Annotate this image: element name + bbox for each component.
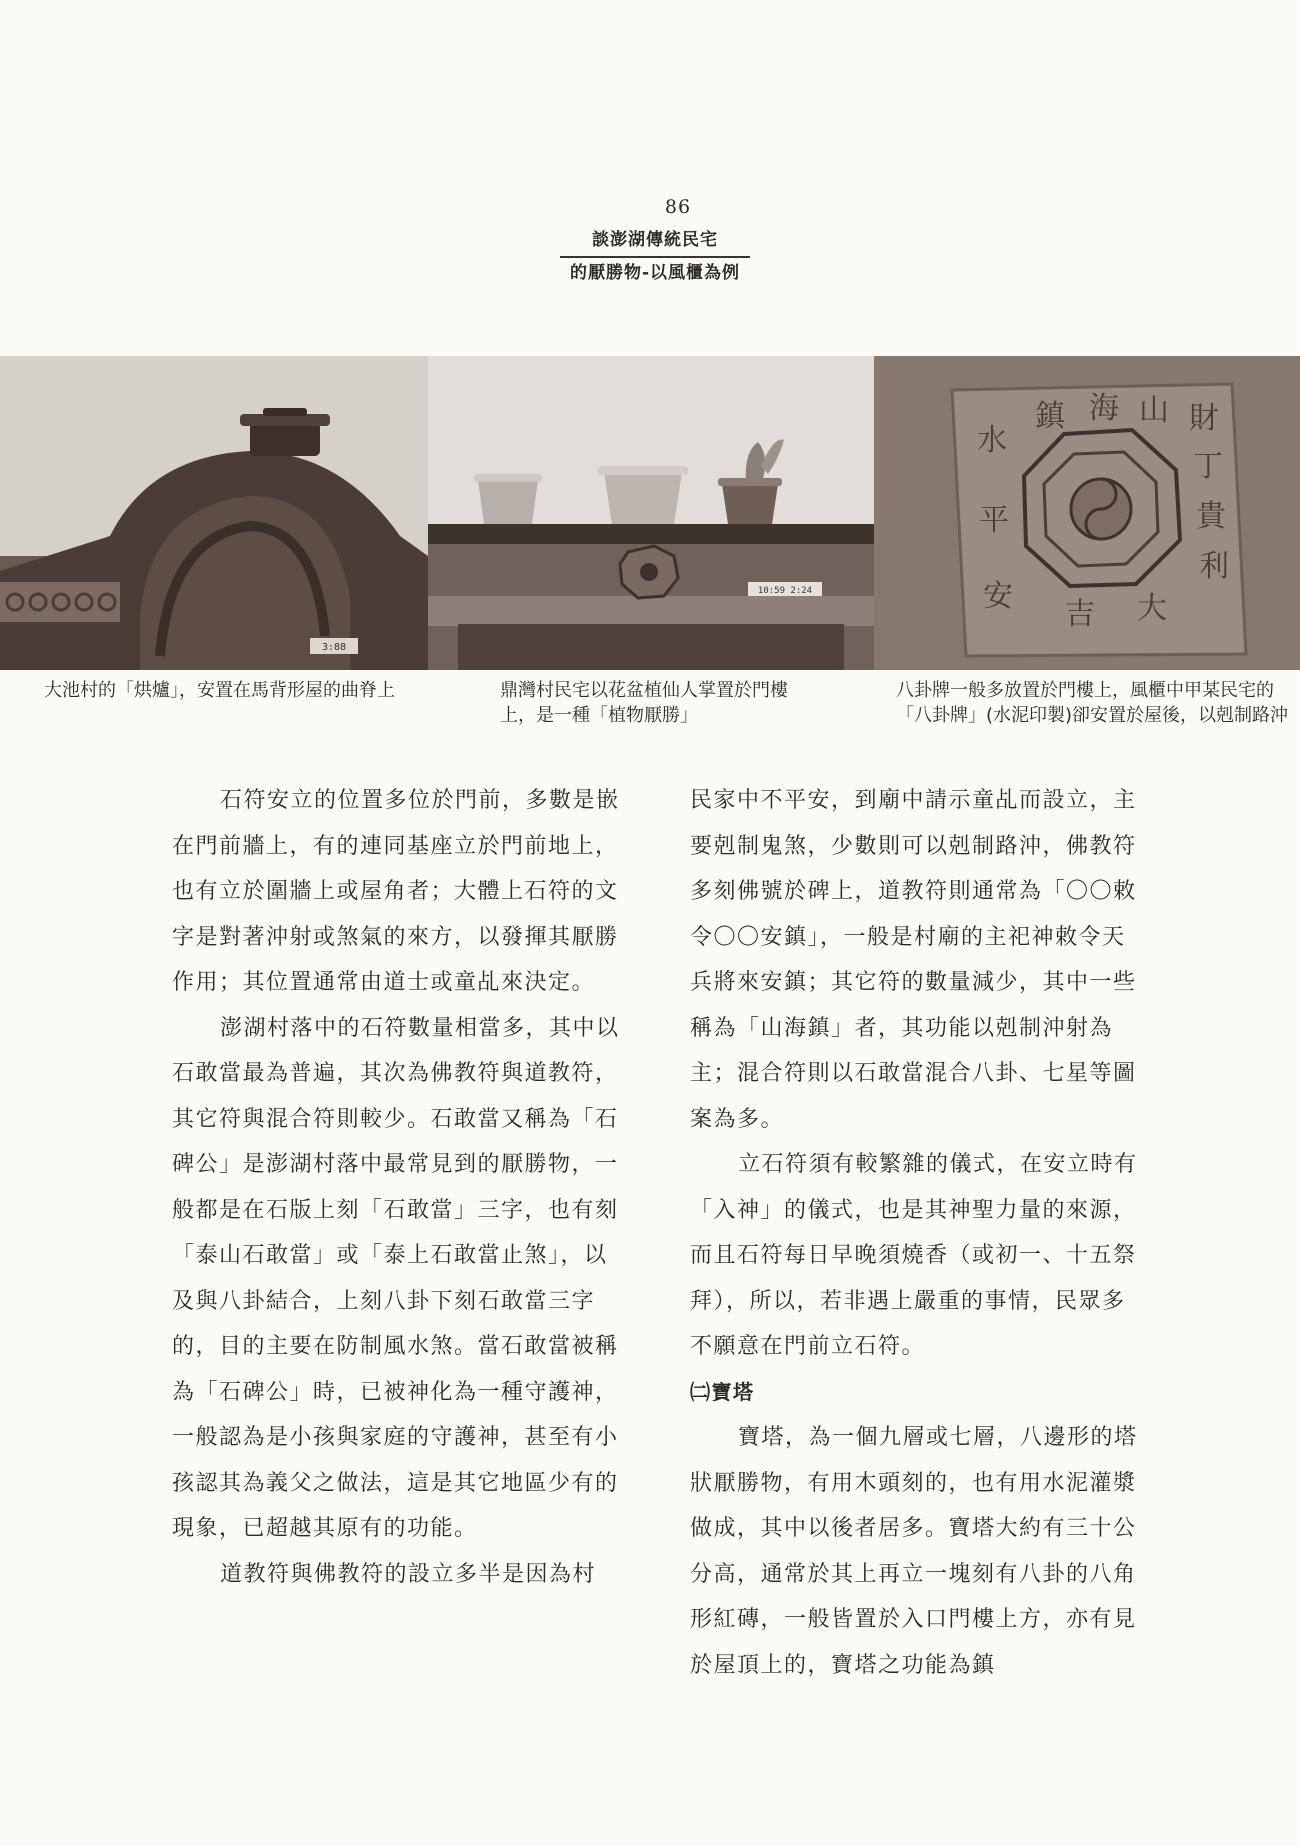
page-header: [0, 196, 1300, 218]
photo-strip: [0, 356, 1300, 670]
plate-number: 10:59 2:24: [757, 586, 813, 596]
tablet-char: 貴: [1196, 499, 1226, 534]
running-title-line-2: 的厭勝物-以風櫃為例: [569, 263, 741, 283]
paragraph: 石符安立的位置多位於門前，多數是嵌在門前牆上，有的連同基座立於門前地上，也有立於圍牆上或屋角者；大體上石符的文字是對著沖射或煞氣的來方，以發揮其厭勝作用；其位置通常由道士或童乩來決定。: [172, 788, 620, 995]
photo-ridge-furnace: [0, 356, 428, 670]
tablet-char: 丁: [1193, 449, 1223, 484]
photo-flowerpots-gate: [428, 356, 874, 670]
paragraph: 澎湖村落中的石符數量相當多，其中以石敢當最為普遍，其次為佛教符與道教符，其它符與混合符則較少。石敢當又稱為「石碑公」是澎湖村落中最常見到的厭勝物，一般都是在石版上刻「石敢當」三字，也有刻「泰山石敢當」或「泰上石敢當止煞」，以及與八卦結合，上刻八卦下刻石敢當三字的，目的主要在防制風水煞。當石敢當被稱為「石碑公」時，已被神化為一種守護神，一般認為是小孩與家庭的守護神，甚至有小孩認其為義父之做法，這是其它地區少有的現象，已超越其原有的功能。: [172, 1015, 620, 1541]
tablet-char: 安: [983, 579, 1013, 614]
tablet-char: 財: [1189, 401, 1219, 436]
tablet-char: 利: [1199, 549, 1229, 584]
tablet-char: 吉: [1065, 597, 1095, 632]
page-number: 86: [664, 196, 692, 218]
tablet-char: 平: [979, 503, 1009, 538]
caption-photo-1: 大池村的「烘爐」，安置在馬背形屋的曲脊上: [44, 680, 395, 701]
tablet-char: 鎮: [1035, 399, 1065, 434]
paragraph: 立石符須有較繁雜的儀式，在安立時有「入神」的儀式，也是其神聖力量的來源，而且石符每日早晚須燒香（或初一、十五祭拜），所以，若非遇上嚴重的事情，民眾多不願意在門前立石符。: [690, 1152, 1138, 1359]
plate-number: 3:88: [321, 642, 347, 653]
photo-bagua-tablet: [874, 356, 1300, 670]
body-column-left: [172, 778, 622, 1597]
tablet-char: 山: [1139, 393, 1169, 428]
tablet-char: 大: [1137, 591, 1167, 626]
paragraph: 民家中不平安，到廟中請示童乩而設立，主要剋制鬼煞，少數則可以剋制路沖，佛教符多刻佛號於碑上，道教符則通常為「〇〇敕令〇〇安鎮」，一般是村廟的主祀神敕令天兵將來安鎮；其它符的數量減少，其中一些稱為「山海鎮」者，其功能以剋制沖射為主；混合符則以石敢當混合八卦、七星等圖案為多。: [690, 788, 1137, 1132]
caption-photo-2: 鼎灣村民宅以花盆植仙人掌置於門樓上，是一種「植物厭勝」: [500, 680, 788, 726]
section-subheading: ㈡寶塔: [690, 1379, 755, 1404]
tablet-char: 水: [977, 423, 1007, 458]
paragraph: 寶塔，為一個九層或七層，八邊形的塔狀厭勝物，有用木頭刻的，也有用水泥灌漿做成，其中以後者居多。寶塔大約有三十公分高，通常於其上再立一塊刻有八卦的八角形紅磚，一般皆置於入口門樓上方，亦有見於屋頂上的，寶塔之功能為鎮: [690, 1425, 1138, 1678]
caption-photo-3: 八卦牌一般多放置於門樓上，風櫃中甲某民宅的「八卦牌」(水泥印製)卻安置於屋後，以剋制路沖: [896, 680, 1289, 726]
running-title-line-1: 談澎湖傳統民宅: [592, 230, 718, 250]
tablet-char: 海: [1089, 391, 1119, 426]
body-column-right: [690, 778, 1140, 1688]
running-title: [560, 226, 750, 287]
paragraph: 道教符與佛教符的設立多半是因為村: [220, 1561, 597, 1587]
title-rule: [560, 256, 750, 258]
